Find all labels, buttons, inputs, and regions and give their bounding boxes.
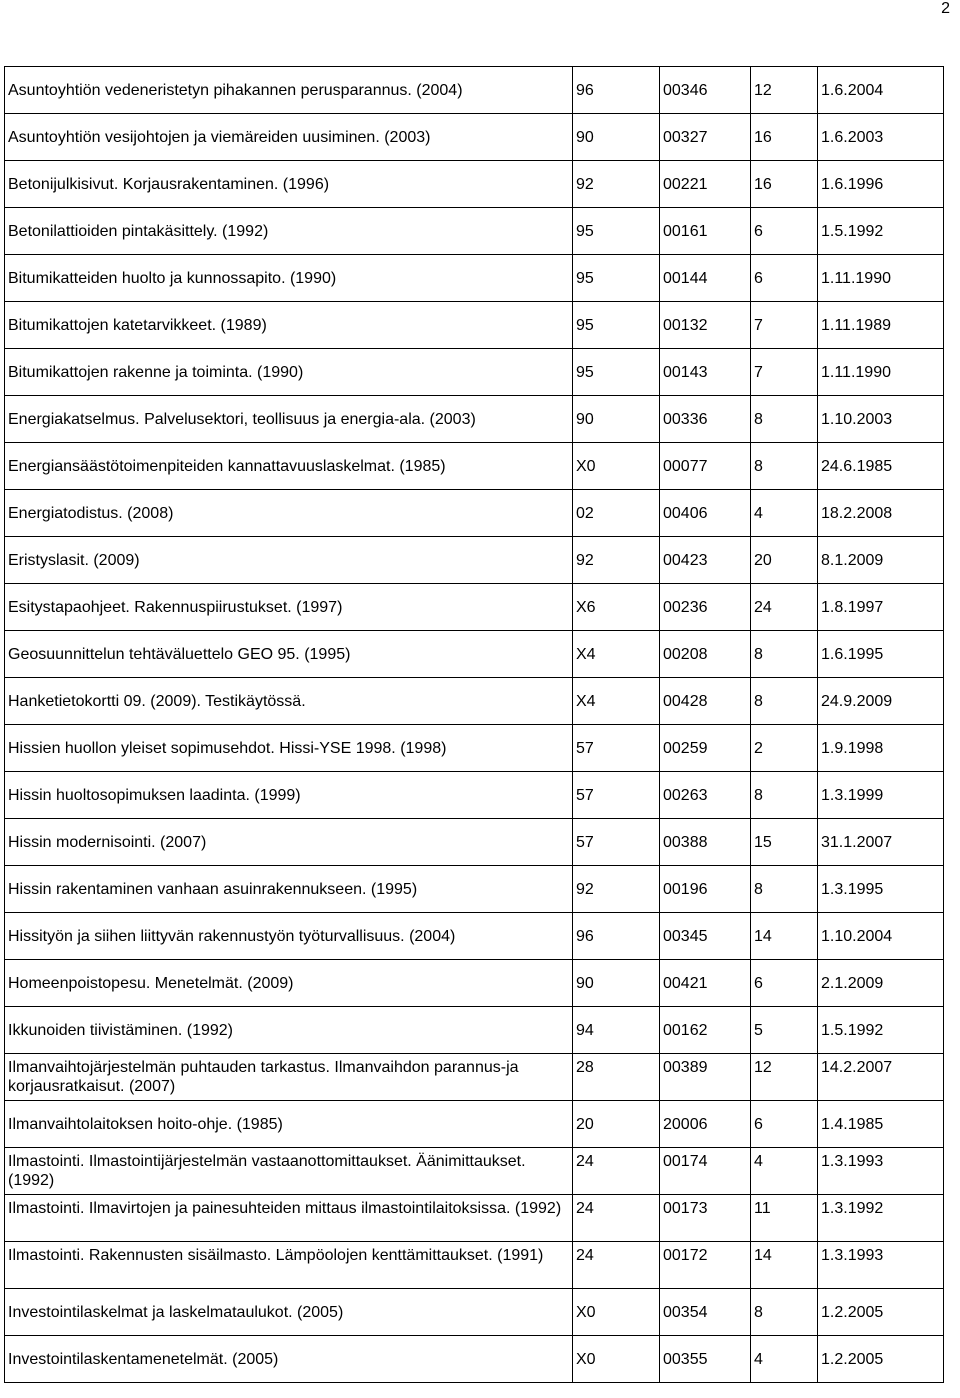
classification-code: 90 xyxy=(573,960,660,1007)
card-number: 00421 xyxy=(660,960,751,1007)
publication-title: Hissin modernisointi. (2007) xyxy=(5,819,573,866)
table-row xyxy=(5,678,944,725)
page-count: 6 xyxy=(751,960,818,1007)
page-count: 20 xyxy=(751,537,818,584)
publication-title: Geosuunnittelun tehtäväluettelo GEO 95. (1995) xyxy=(5,631,573,678)
card-number: 00174 xyxy=(660,1148,751,1195)
table-row xyxy=(5,631,944,678)
card-number: 00162 xyxy=(660,1007,751,1054)
table-row xyxy=(5,490,944,537)
publication-date: 1.3.1993 xyxy=(818,1242,944,1289)
page-count: 4 xyxy=(751,490,818,537)
publication-title: Ilmastointi. Ilmastointijärjestelmän vastaanottomittaukset. Äänimittaukset. (1992) xyxy=(5,1148,573,1195)
publication-date: 1.10.2004 xyxy=(818,913,944,960)
publication-date: 1.9.1998 xyxy=(818,725,944,772)
classification-code: X6 xyxy=(573,584,660,631)
classification-code: 96 xyxy=(573,67,660,114)
card-number: 00388 xyxy=(660,819,751,866)
table-row xyxy=(5,960,944,1007)
page-count: 8 xyxy=(751,678,818,725)
table-row xyxy=(5,67,944,114)
classification-code: 95 xyxy=(573,208,660,255)
page-count: 8 xyxy=(751,396,818,443)
table-row xyxy=(5,913,944,960)
page-count: 6 xyxy=(751,255,818,302)
classification-code: 92 xyxy=(573,866,660,913)
table-row xyxy=(5,866,944,913)
publication-title: Asuntoyhtiön vesijohtojen ja viemäreiden uusiminen. (2003) xyxy=(5,114,573,161)
classification-code: 90 xyxy=(573,396,660,443)
page-count: 16 xyxy=(751,161,818,208)
card-number: 00132 xyxy=(660,302,751,349)
card-number: 00428 xyxy=(660,678,751,725)
publication-title: Hanketietokortti 09. (2009). Testikäytössä. xyxy=(5,678,573,725)
publication-title: Eristyslasit. (2009) xyxy=(5,537,573,584)
page-count: 4 xyxy=(751,1336,818,1383)
table-row xyxy=(5,114,944,161)
page-count: 16 xyxy=(751,114,818,161)
publication-date: 14.2.2007 xyxy=(818,1054,944,1101)
classification-code: 92 xyxy=(573,161,660,208)
publication-date: 1.3.1999 xyxy=(818,772,944,819)
card-number: 00336 xyxy=(660,396,751,443)
page-count: 14 xyxy=(751,913,818,960)
table-row xyxy=(5,1195,944,1242)
table-row xyxy=(5,819,944,866)
card-number: 00259 xyxy=(660,725,751,772)
card-number: 00208 xyxy=(660,631,751,678)
page-count: 15 xyxy=(751,819,818,866)
publication-title: Investointilaskelmat ja laskelmataulukot. (2005) xyxy=(5,1289,573,1336)
card-number: 00143 xyxy=(660,349,751,396)
publication-title: Ilmanvaihtolaitoksen hoito-ohje. (1985) xyxy=(5,1101,573,1148)
publication-date: 1.5.1992 xyxy=(818,1007,944,1054)
card-number: 00354 xyxy=(660,1289,751,1336)
table-row xyxy=(5,1007,944,1054)
table-row xyxy=(5,1242,944,1289)
card-number: 00327 xyxy=(660,114,751,161)
page-count: 8 xyxy=(751,1289,818,1336)
publication-date: 1.2.2005 xyxy=(818,1289,944,1336)
publication-date: 1.11.1989 xyxy=(818,302,944,349)
publication-title: Hissien huollon yleiset sopimusehdot. Hissi-YSE 1998. (1998) xyxy=(5,725,573,772)
table-row xyxy=(5,255,944,302)
publication-title: Hissin rakentaminen vanhaan asuinrakennukseen. (1995) xyxy=(5,866,573,913)
page-number: 2 xyxy=(941,0,950,17)
page-count: 7 xyxy=(751,302,818,349)
classification-code: X0 xyxy=(573,443,660,490)
page-count: 8 xyxy=(751,866,818,913)
table-row xyxy=(5,302,944,349)
publication-date: 1.6.1995 xyxy=(818,631,944,678)
publication-date: 1.10.2003 xyxy=(818,396,944,443)
classification-code: X0 xyxy=(573,1289,660,1336)
publication-title: Energiakatselmus. Palvelusektori, teollisuus ja energia-ala. (2003) xyxy=(5,396,573,443)
card-number: 00144 xyxy=(660,255,751,302)
publication-date: 8.1.2009 xyxy=(818,537,944,584)
classification-code: 24 xyxy=(573,1148,660,1195)
card-number: 00263 xyxy=(660,772,751,819)
publication-title: Hissityön ja siihen liittyvän rakennustyön työturvallisuus. (2004) xyxy=(5,913,573,960)
classification-code: 28 xyxy=(573,1054,660,1101)
classification-code: 92 xyxy=(573,537,660,584)
classification-code: 57 xyxy=(573,772,660,819)
page-count: 11 xyxy=(751,1195,818,1242)
table-row xyxy=(5,1148,944,1195)
card-number: 00161 xyxy=(660,208,751,255)
page-count: 2 xyxy=(751,725,818,772)
publication-title: Ilmanvaihtojärjestelmän puhtauden tarkastus. Ilmanvaihdon parannus-ja korjausratkaisut. (2007) xyxy=(5,1054,573,1101)
publication-title: Homeenpoistopesu. Menetelmät. (2009) xyxy=(5,960,573,1007)
table-row xyxy=(5,584,944,631)
table-row xyxy=(5,208,944,255)
classification-code: X4 xyxy=(573,678,660,725)
card-number: 00406 xyxy=(660,490,751,537)
card-number: 20006 xyxy=(660,1101,751,1148)
publication-date: 1.2.2005 xyxy=(818,1336,944,1383)
page-count: 8 xyxy=(751,443,818,490)
card-number: 00389 xyxy=(660,1054,751,1101)
card-number: 00196 xyxy=(660,866,751,913)
card-number: 00221 xyxy=(660,161,751,208)
publication-title: Asuntoyhtiön vedeneristetyn pihakannen perusparannus. (2004) xyxy=(5,67,573,114)
publication-title: Esitystapaohjeet. Rakennuspiirustukset. (1997) xyxy=(5,584,573,631)
publication-title: Betonijulkisivut. Korjausrakentaminen. (1996) xyxy=(5,161,573,208)
publication-title: Energiansäästötoimenpiteiden kannattavuuslaskelmat. (1985) xyxy=(5,443,573,490)
classification-code: 95 xyxy=(573,349,660,396)
publication-title: Betonilattioiden pintakäsittely. (1992) xyxy=(5,208,573,255)
classification-code: X4 xyxy=(573,631,660,678)
publication-date: 1.5.1992 xyxy=(818,208,944,255)
table-row xyxy=(5,537,944,584)
card-number: 00077 xyxy=(660,443,751,490)
classification-code: 24 xyxy=(573,1195,660,1242)
table-row xyxy=(5,161,944,208)
publication-date: 1.11.1990 xyxy=(818,349,944,396)
page-count: 4 xyxy=(751,1148,818,1195)
publication-date: 2.1.2009 xyxy=(818,960,944,1007)
page-count: 6 xyxy=(751,208,818,255)
page-count: 12 xyxy=(751,1054,818,1101)
table-row xyxy=(5,772,944,819)
card-number: 00423 xyxy=(660,537,751,584)
publication-date: 1.11.1990 xyxy=(818,255,944,302)
page-count: 14 xyxy=(751,1242,818,1289)
classification-code: 96 xyxy=(573,913,660,960)
classification-code: 57 xyxy=(573,725,660,772)
publication-date: 1.3.1993 xyxy=(818,1148,944,1195)
table-row xyxy=(5,443,944,490)
catalog-table xyxy=(4,66,944,1383)
table-row xyxy=(5,1336,944,1383)
card-number: 00346 xyxy=(660,67,751,114)
card-number: 00355 xyxy=(660,1336,751,1383)
table-row xyxy=(5,1289,944,1336)
table-row xyxy=(5,1054,944,1101)
publication-title: Energiatodistus. (2008) xyxy=(5,490,573,537)
publication-date: 1.8.1997 xyxy=(818,584,944,631)
table-row xyxy=(5,1101,944,1148)
publication-date: 24.9.2009 xyxy=(818,678,944,725)
publication-date: 1.6.2004 xyxy=(818,67,944,114)
publication-date: 1.6.1996 xyxy=(818,161,944,208)
publication-title: Bitumikattojen rakenne ja toiminta. (1990) xyxy=(5,349,573,396)
publication-title: Ilmastointi. Ilmavirtojen ja painesuhteiden mittaus ilmastointilaitoksissa. (1992) xyxy=(5,1195,573,1242)
card-number: 00345 xyxy=(660,913,751,960)
publication-date: 31.1.2007 xyxy=(818,819,944,866)
card-number: 00236 xyxy=(660,584,751,631)
table-row xyxy=(5,396,944,443)
page-count: 8 xyxy=(751,772,818,819)
card-number: 00173 xyxy=(660,1195,751,1242)
page-count: 12 xyxy=(751,67,818,114)
publication-date: 1.4.1985 xyxy=(818,1101,944,1148)
page-count: 7 xyxy=(751,349,818,396)
page-count: 5 xyxy=(751,1007,818,1054)
classification-code: 94 xyxy=(573,1007,660,1054)
publication-date: 1.3.1992 xyxy=(818,1195,944,1242)
classification-code: 95 xyxy=(573,302,660,349)
publication-title: Bitumikattojen katetarvikkeet. (1989) xyxy=(5,302,573,349)
publication-title: Bitumikatteiden huolto ja kunnossapito. (1990) xyxy=(5,255,573,302)
page-count: 6 xyxy=(751,1101,818,1148)
publication-date: 1.6.2003 xyxy=(818,114,944,161)
publication-title: Hissin huoltosopimuksen laadinta. (1999) xyxy=(5,772,573,819)
catalog-table-body xyxy=(5,67,944,1383)
publication-title: Ikkunoiden tiivistäminen. (1992) xyxy=(5,1007,573,1054)
table-row xyxy=(5,725,944,772)
table-row xyxy=(5,349,944,396)
publication-date: 24.6.1985 xyxy=(818,443,944,490)
publication-date: 18.2.2008 xyxy=(818,490,944,537)
publication-title: Ilmastointi. Rakennusten sisäilmasto. Lämpöolojen kenttämittaukset. (1991) xyxy=(5,1242,573,1289)
page-count: 24 xyxy=(751,584,818,631)
classification-code: 20 xyxy=(573,1101,660,1148)
page-count: 8 xyxy=(751,631,818,678)
classification-code: 90 xyxy=(573,114,660,161)
classification-code: 24 xyxy=(573,1242,660,1289)
classification-code: X0 xyxy=(573,1336,660,1383)
publication-title: Investointilaskentamenetelmät. (2005) xyxy=(5,1336,573,1383)
classification-code: 02 xyxy=(573,490,660,537)
publication-date: 1.3.1995 xyxy=(818,866,944,913)
classification-code: 57 xyxy=(573,819,660,866)
classification-code: 95 xyxy=(573,255,660,302)
card-number: 00172 xyxy=(660,1242,751,1289)
